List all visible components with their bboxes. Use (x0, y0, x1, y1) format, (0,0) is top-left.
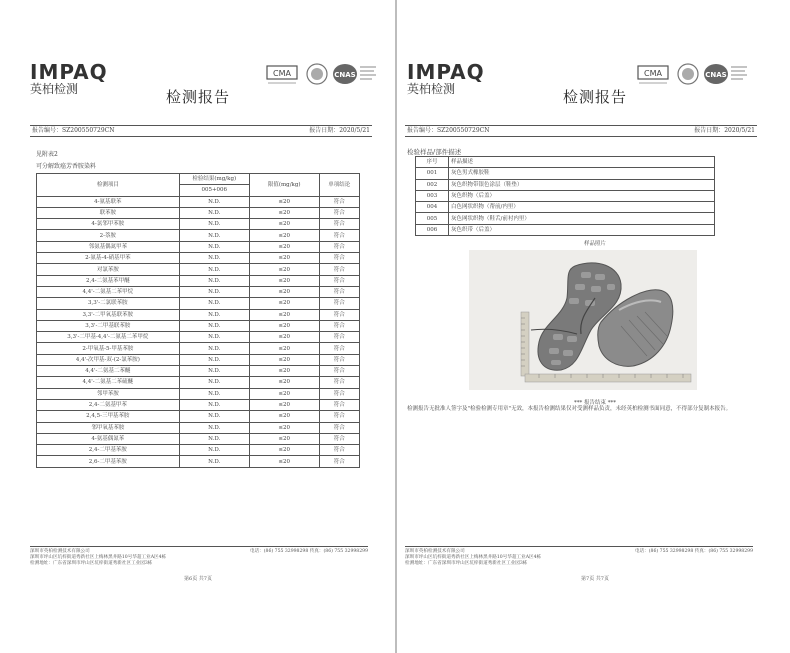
cell-limit: ≤20 (249, 207, 319, 218)
cell-result: N.D. (179, 275, 249, 286)
cell-conclusion: 符合 (319, 366, 359, 377)
table-row (416, 179, 715, 190)
table-row (37, 230, 360, 241)
table-subtitle: 可分解致癌芳香胺染料 (36, 163, 97, 170)
cell-conclusion: 符合 (319, 411, 359, 422)
footer-lab: 检测地址：广东省深圳市坪山区坑梓街道秀新社区工业园3栋 (405, 561, 528, 566)
table-row (37, 253, 360, 264)
table-row (37, 320, 360, 331)
cell-limit: ≤20 (249, 309, 319, 320)
cell-limit: ≤20 (249, 343, 319, 354)
cnas-mark-icon (332, 62, 378, 88)
col-item: 检测项目 (37, 174, 180, 197)
cell-sample-desc: 灰色织物（后盖） (449, 190, 715, 201)
cell-result: N.D. (179, 411, 249, 422)
cell-item: 3,3'-二甲基联苯胺 (37, 320, 180, 331)
page-number: 第6页 共7页 (184, 576, 212, 582)
cell-limit: ≤20 (249, 230, 319, 241)
cell-item: 3,3'-二氯联苯胺 (37, 298, 180, 309)
cell-conclusion: 符合 (319, 207, 359, 218)
cell-result: N.D. (179, 388, 249, 399)
cell-item: 4,4'-二氨基二苯硫醚 (37, 377, 180, 388)
cell-limit: ≤20 (249, 264, 319, 275)
cell-limit: ≤20 (249, 354, 319, 365)
table-row (37, 286, 360, 297)
cell-item: 联苯胺 (37, 207, 180, 218)
table-row (416, 190, 715, 201)
cell-item: 4-氨基偶氮苯 (37, 433, 180, 444)
logo-brand: IMPAQ (407, 60, 485, 84)
table-row (416, 224, 715, 235)
cell-conclusion: 符合 (319, 264, 359, 275)
report-number: 报告编号：SZ200550729CN (407, 127, 490, 134)
table-row (37, 399, 360, 410)
disclaimer: 检测报告无批准人签字及"检验检测专用章"无效，本报告检测结果仅对受测样品负责，未经英柏检测书面同意，不得部分复制本报告。 (407, 406, 732, 412)
cell-result: N.D. (179, 241, 249, 252)
cell-item: 2,6-二甲基苯胺 (37, 456, 180, 467)
table-row (37, 264, 360, 275)
photo-label: 样品照片 (583, 241, 606, 247)
table-row (37, 377, 360, 388)
cell-conclusion: 符合 (319, 309, 359, 320)
col-desc: 样品描述 (449, 157, 715, 168)
cell-sample-desc: 灰色男式橡胶鞋 (449, 168, 715, 179)
table-row (37, 275, 360, 286)
table-row (37, 388, 360, 399)
table-row (37, 354, 360, 365)
cell-result: N.D. (179, 309, 249, 320)
col-limit: 限值(mg/kg) (249, 174, 319, 197)
page-number: 第7页 共7页 (581, 576, 609, 582)
footer-tel: 电话：(86) 755 32998298 传真：(86) 755 32998299 (634, 549, 753, 554)
cell-result: N.D. (179, 332, 249, 343)
table-row (416, 168, 715, 179)
cell-result: N.D. (179, 298, 249, 309)
cell-result: N.D. (179, 377, 249, 388)
table-row (37, 196, 360, 207)
table-row (37, 241, 360, 252)
table-row (37, 332, 360, 343)
report-page-7 (396, 0, 790, 653)
cell-result: N.D. (179, 456, 249, 467)
cell-result: N.D. (179, 219, 249, 230)
report-meta (30, 125, 372, 137)
col-sample: 005+006 (179, 185, 249, 196)
table-row (37, 433, 360, 444)
report-title: 检测报告 (562, 88, 627, 106)
table-row (37, 207, 360, 218)
cell-conclusion: 符合 (319, 354, 359, 365)
cell-conclusion: 符合 (319, 343, 359, 354)
footer-company: 深圳市英柏检测技术有限公司 (405, 549, 465, 554)
cell-conclusion: 符合 (319, 275, 359, 286)
cell-result: N.D. (179, 399, 249, 410)
cell-limit: ≤20 (249, 286, 319, 297)
cell-result: N.D. (179, 286, 249, 297)
footer-tel: 电话：(86) 755 32998298 传真：(86) 755 32998299 (249, 549, 368, 554)
col-no: 序号 (416, 157, 449, 168)
cell-conclusion: 符合 (319, 456, 359, 467)
cell-limit: ≤20 (249, 332, 319, 343)
cell-sample-desc: 白色网状织物（帮前/内里） (449, 202, 715, 213)
page-footer (30, 546, 368, 567)
cell-result: N.D. (179, 366, 249, 377)
ilac-seal-icon (675, 62, 701, 88)
cell-limit: ≤20 (249, 456, 319, 467)
cell-limit: ≤20 (249, 241, 319, 252)
cell-sample-desc: 灰色织物带银色涂层（鞋垫） (449, 179, 715, 190)
cell-limit: ≤20 (249, 377, 319, 388)
ilac-seal-icon (304, 62, 330, 88)
table-row (37, 456, 360, 467)
table-row (37, 309, 360, 320)
footer-company: 深圳市英柏检测技术有限公司 (30, 549, 90, 554)
cell-result: N.D. (179, 207, 249, 218)
cell-item: 2-萘胺 (37, 230, 180, 241)
col-conclusion: 单项结论 (319, 174, 359, 197)
cell-result: N.D. (179, 445, 249, 456)
cell-limit: ≤20 (249, 320, 319, 331)
cell-conclusion: 符合 (319, 286, 359, 297)
cell-sample-no: 004 (416, 202, 449, 213)
table-row (416, 202, 715, 213)
cell-item: 2,4-二氨基甲苯 (37, 399, 180, 410)
table-row (37, 366, 360, 377)
cnas-mark-icon (703, 62, 749, 88)
cell-item: 3,3'-二甲氧基联苯胺 (37, 309, 180, 320)
cell-limit: ≤20 (249, 219, 319, 230)
cell-item: 2-氨基-4-硝基甲苯 (37, 253, 180, 264)
report-end-note: *** 报告结束 *** (574, 400, 616, 406)
cell-result: N.D. (179, 343, 249, 354)
cell-item: 2-甲氧基-5-甲基苯胺 (37, 343, 180, 354)
cell-limit: ≤20 (249, 298, 319, 309)
cell-item: 4,4'-次甲基-双-(2-氯苯胺) (37, 354, 180, 365)
cell-limit: ≤20 (249, 366, 319, 377)
footer-address: 深圳市坪山区坑梓街道秀新社区上梅林黑井路10号华超工业A区4栋 (30, 555, 167, 560)
cell-result: N.D. (179, 230, 249, 241)
cell-item: 4-氨基联苯 (37, 196, 180, 207)
cell-sample-no: 001 (416, 168, 449, 179)
table-row (416, 213, 715, 224)
cell-item: 2,4,5-三甲基苯胺 (37, 411, 180, 422)
cell-limit: ≤20 (249, 275, 319, 286)
cell-limit: ≤20 (249, 445, 319, 456)
table-row (37, 219, 360, 230)
cell-result: N.D. (179, 196, 249, 207)
cell-limit: ≤20 (249, 399, 319, 410)
cell-conclusion: 符合 (319, 399, 359, 410)
cell-limit: ≤20 (249, 196, 319, 207)
cell-item: 4,4'-二氨基二苯甲烷 (37, 286, 180, 297)
cma-mark-text: CMA (644, 69, 662, 78)
cell-conclusion: 符合 (319, 445, 359, 456)
cell-sample-no: 003 (416, 190, 449, 201)
cell-item: 2,4-二甲基苯胺 (37, 445, 180, 456)
cell-sample-no: 005 (416, 213, 449, 224)
cell-item: 4,4'-二氨基二苯醚 (37, 366, 180, 377)
report-meta (405, 125, 757, 137)
cell-result: N.D. (179, 264, 249, 275)
cell-limit: ≤20 (249, 411, 319, 422)
table-row (37, 411, 360, 422)
cell-result: N.D. (179, 422, 249, 433)
footer-lab: 检测地址：广东省深圳市坪山区坑梓街道秀新社区工业园3栋 (30, 561, 153, 566)
cell-conclusion: 符合 (319, 219, 359, 230)
cell-item: 4-氯邻甲苯胺 (37, 219, 180, 230)
cell-sample-no: 006 (416, 224, 449, 235)
cell-item: 邻甲氧基苯胺 (37, 422, 180, 433)
logo-cn: 英柏检测 (407, 82, 456, 96)
cell-result: N.D. (179, 354, 249, 365)
azo-dye-table (36, 173, 360, 468)
cell-item: 3,3'-二甲基-4,4'-二氨基二苯甲烷 (37, 332, 180, 343)
page-footer (405, 546, 753, 567)
cell-limit: ≤20 (249, 388, 319, 399)
cell-conclusion: 符合 (319, 433, 359, 444)
cell-conclusion: 符合 (319, 241, 359, 252)
logo-cn: 英柏检测 (30, 82, 79, 96)
attachment-note: 见附表2 (36, 151, 58, 158)
table-row (37, 422, 360, 433)
section-title: 检验样品/部件描述 (407, 148, 462, 156)
cell-sample-desc: 灰色网状织物（鞋舌/前衬内里） (449, 213, 715, 224)
report-title: 检测报告 (165, 88, 230, 106)
report-date: 报告日期：2020/5/21 (309, 127, 370, 134)
report-number: 报告编号：SZ200550729CN (32, 127, 115, 134)
cnas-mark-text: CNAS (705, 71, 727, 79)
cell-conclusion: 符合 (319, 320, 359, 331)
table-row (37, 445, 360, 456)
logo-brand: IMPAQ (30, 60, 108, 84)
cell-conclusion: 符合 (319, 377, 359, 388)
cma-mark-text: CMA (273, 69, 291, 78)
cell-limit: ≤20 (249, 253, 319, 264)
cell-sample-no: 002 (416, 179, 449, 190)
shoe-photo-image (469, 250, 697, 390)
cell-result: N.D. (179, 320, 249, 331)
table-row (37, 298, 360, 309)
cell-item: 对氯苯胺 (37, 264, 180, 275)
cell-result: N.D. (179, 253, 249, 264)
cell-item: 邻甲苯胺 (37, 388, 180, 399)
cma-mark-icon (637, 62, 671, 84)
footer-address: 深圳市坪山区坑梓街道秀新社区上梅林黑井路10号华超工业A区4栋 (405, 555, 542, 560)
cell-conclusion: 符合 (319, 388, 359, 399)
cma-mark-icon (266, 62, 300, 84)
cnas-mark-text: CNAS (334, 71, 356, 79)
cell-item: 2,4-二氨基苯甲醚 (37, 275, 180, 286)
cell-conclusion: 符合 (319, 332, 359, 343)
report-date: 报告日期：2020/5/21 (694, 127, 755, 134)
sample-photo (469, 250, 697, 390)
cell-conclusion: 符合 (319, 253, 359, 264)
cell-conclusion: 符合 (319, 196, 359, 207)
cell-conclusion: 符合 (319, 230, 359, 241)
cell-result: N.D. (179, 433, 249, 444)
cell-conclusion: 符合 (319, 298, 359, 309)
cell-conclusion: 符合 (319, 422, 359, 433)
col-result: 检验结果(mg/kg) (179, 174, 249, 185)
sample-table (415, 156, 715, 236)
table-row (37, 343, 360, 354)
cell-limit: ≤20 (249, 422, 319, 433)
cell-limit: ≤20 (249, 433, 319, 444)
cell-sample-desc: 灰色织带（后盖） (449, 224, 715, 235)
cell-item: 邻氨基偶氮甲苯 (37, 241, 180, 252)
